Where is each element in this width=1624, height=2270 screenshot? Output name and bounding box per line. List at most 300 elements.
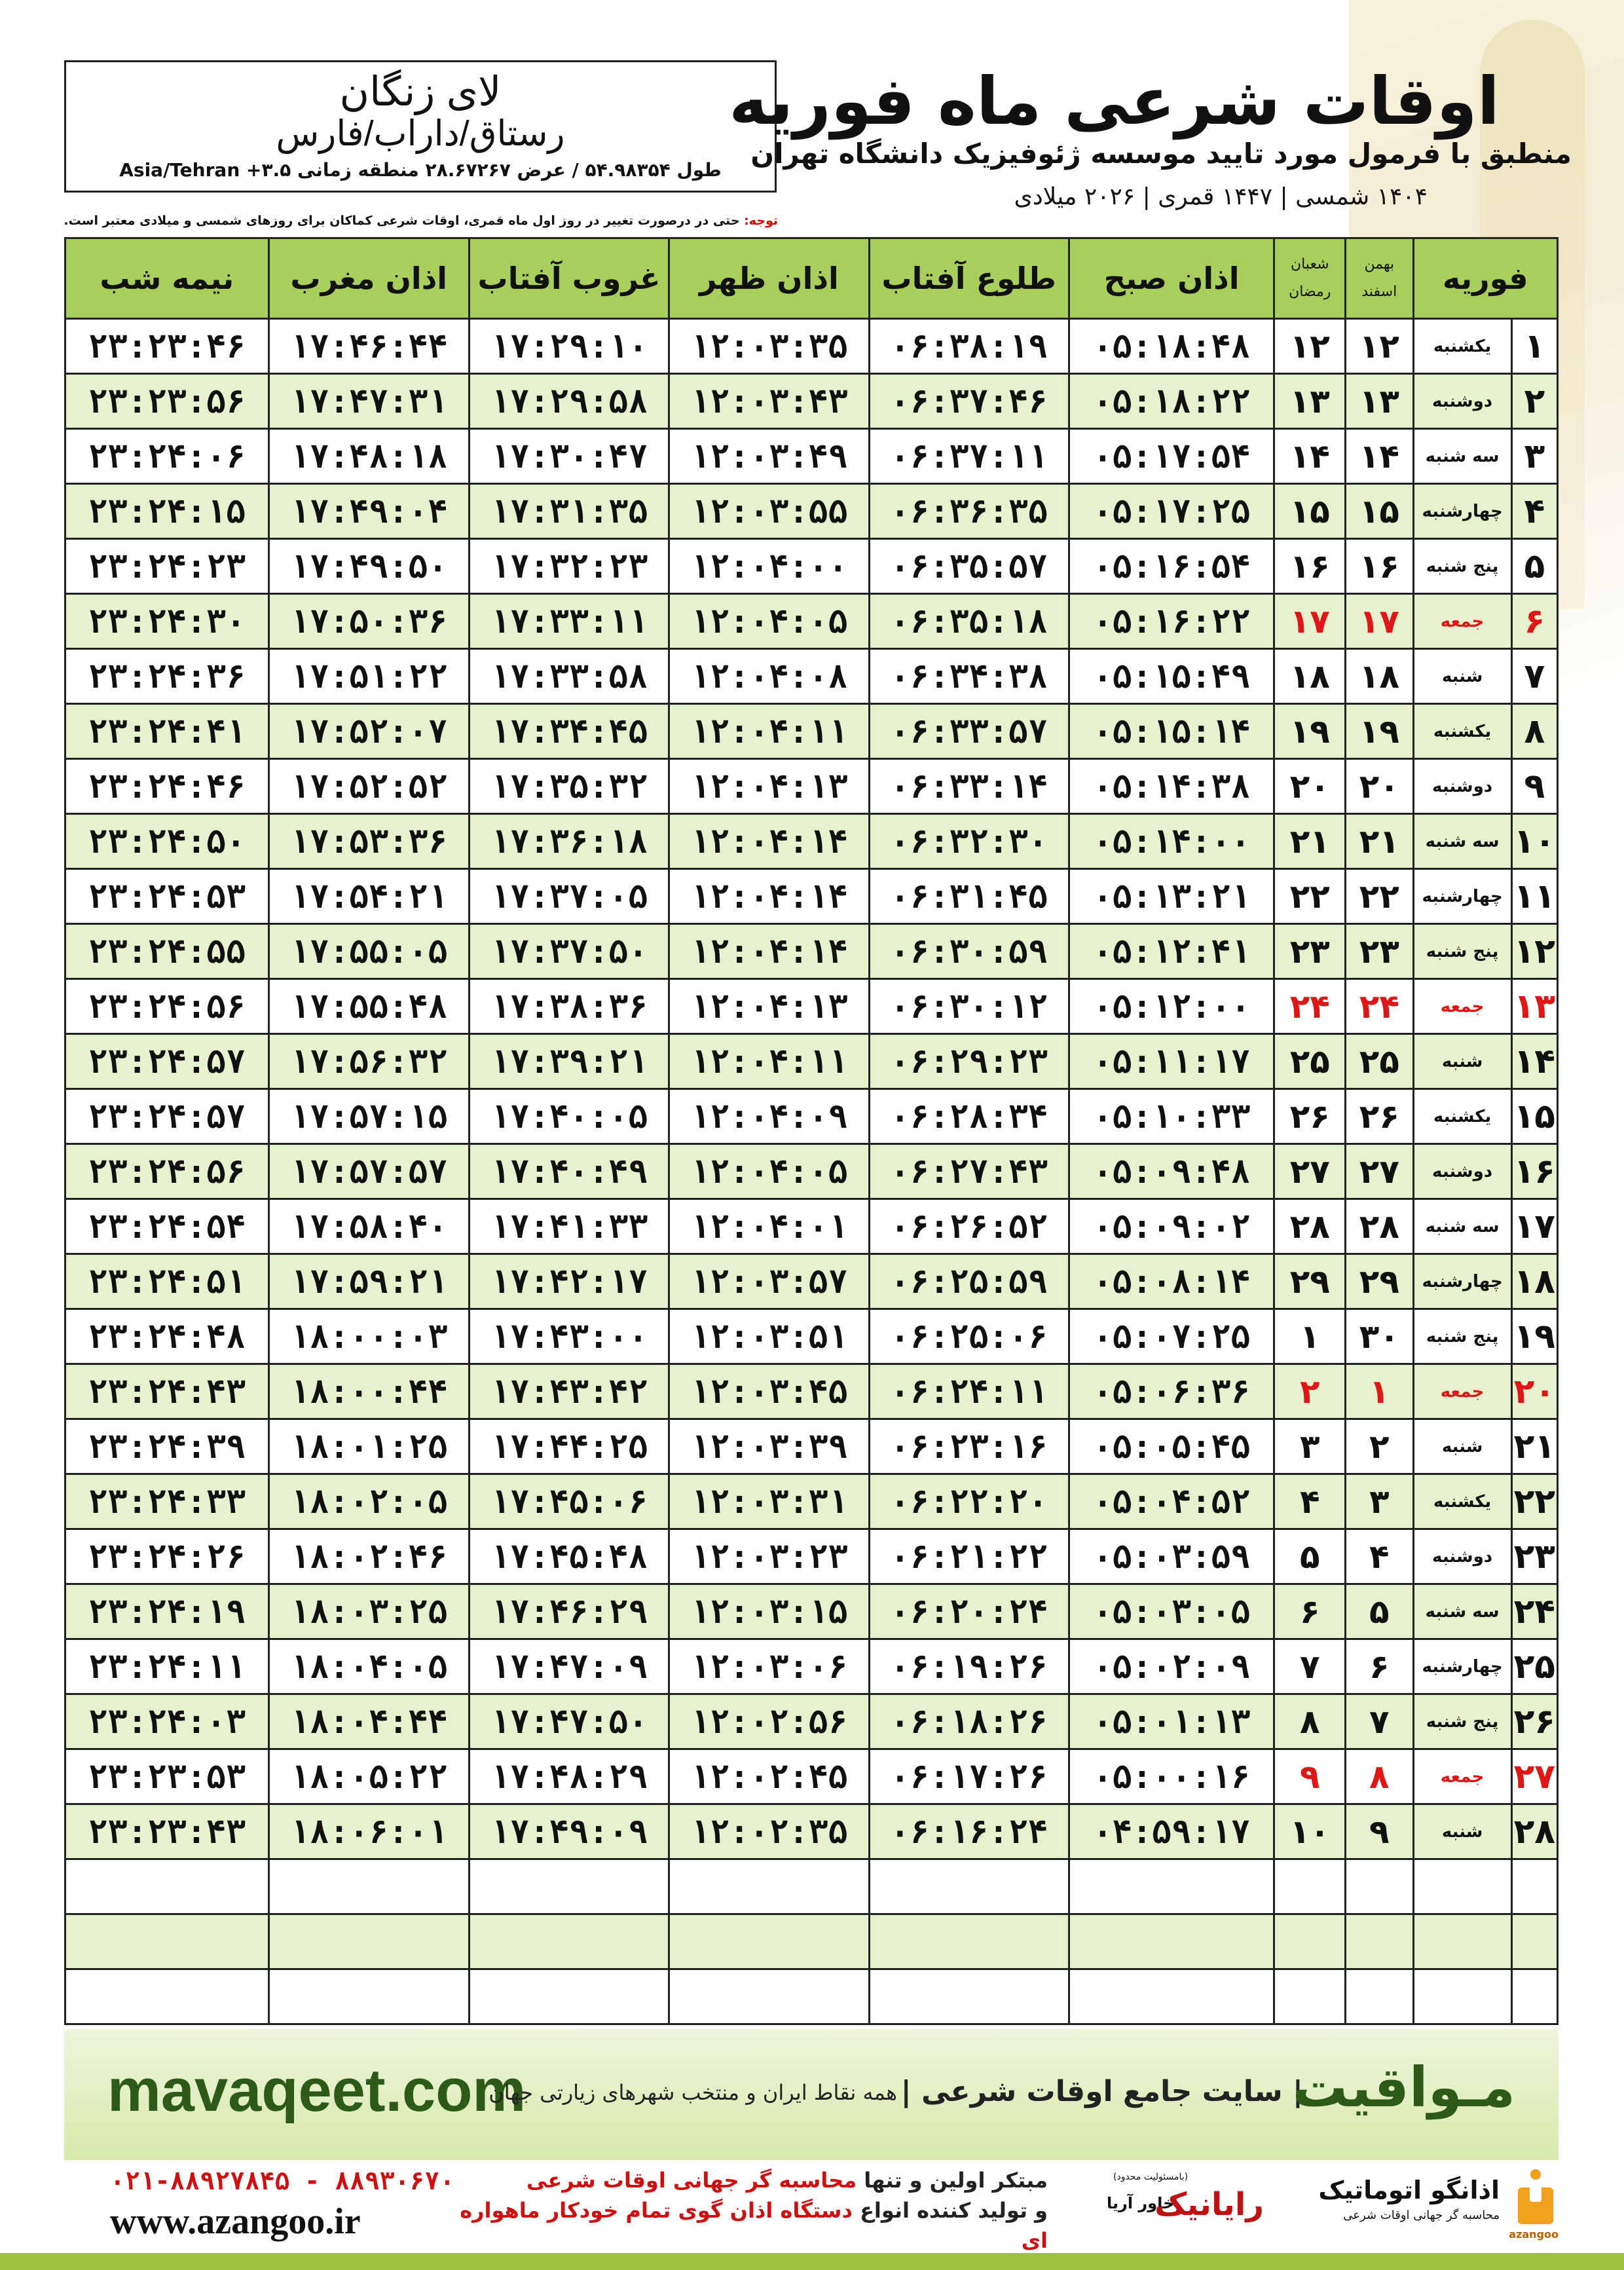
qamari-day: ۲۳ xyxy=(1274,924,1346,979)
maghrib-time: ۱۷:۵۴:۲۱ xyxy=(268,869,469,924)
weekday: جمعه xyxy=(1413,979,1511,1034)
day-number: ۱۹ xyxy=(1511,1309,1557,1364)
midnight-time: ۲۳:۲۳:۴۳ xyxy=(65,1804,269,1859)
fajr-time: ۰۵:۱۷:۵۴ xyxy=(1069,429,1274,484)
midnight-time: ۲۳:۲۴:۵۶ xyxy=(65,1144,269,1199)
qamari-day: ۱۲ xyxy=(1274,319,1346,374)
day-number: ۲۲ xyxy=(1511,1474,1557,1529)
table-row xyxy=(65,319,1558,374)
weekday: شنبه xyxy=(1413,649,1511,704)
fajr-time: ۰۴:۵۹:۱۷ xyxy=(1069,1804,1274,1859)
dhuhr-time: ۱۲:۰۳:۰۶ xyxy=(669,1639,869,1694)
prayer-times-table xyxy=(64,237,1559,2025)
qamari-day: ۲ xyxy=(1274,1364,1346,1419)
qamari-day: ۱۷ xyxy=(1274,594,1346,649)
maghrib-time: ۱۸:۰۲:۰۵ xyxy=(268,1474,469,1529)
qamari-day: ۷ xyxy=(1274,1639,1346,1694)
midnight-time: ۲۳:۲۴:۴۳ xyxy=(65,1364,269,1419)
weekday: دوشنبه xyxy=(1413,374,1511,429)
maghrib-time: ۱۷:۴۶:۴۴ xyxy=(268,319,469,374)
qamari-day: ۲۱ xyxy=(1274,814,1346,869)
qamari-day: ۱۵ xyxy=(1274,484,1346,539)
empty-cell xyxy=(65,1914,269,1969)
rayanik-logo-side: خاور آریا xyxy=(1107,2194,1175,2212)
sunset-time: ۱۷:۳۸:۳۶ xyxy=(469,979,669,1034)
shamsi-day: ۱۸ xyxy=(1346,649,1413,704)
calendar-years: ۱۴۰۴ شمسی | ۱۴۴۷ قمری | ۲۰۲۶ میلادی xyxy=(1014,183,1428,210)
day-number: ۱۱ xyxy=(1511,869,1557,924)
empty-cell xyxy=(1413,1969,1511,2024)
maghrib-time: ۱۷:۵۳:۳۶ xyxy=(268,814,469,869)
fajr-time: ۰۵:۱۳:۲۱ xyxy=(1069,869,1274,924)
azangoo-url[interactable]: www.azangoo.ir xyxy=(110,2201,361,2242)
shamsi-day: ۱۴ xyxy=(1346,429,1413,484)
sunrise-time: ۰۶:۲۱:۲۲ xyxy=(869,1529,1069,1584)
maghrib-time: ۱۷:۵۷:۱۵ xyxy=(268,1089,469,1144)
empty-cell xyxy=(1511,1969,1557,2024)
day-number: ۱۲ xyxy=(1511,924,1557,979)
midnight-time: ۲۳:۲۴:۳۰ xyxy=(65,594,269,649)
empty-cell xyxy=(1346,1859,1413,1914)
empty-row xyxy=(65,1969,1558,2024)
promo-line1-b: محاسبه گر جهانی اوقات شرعی xyxy=(526,2168,857,2193)
weekday: چهارشنبه xyxy=(1413,1639,1511,1694)
day-number: ۳ xyxy=(1511,429,1557,484)
midnight-time: ۲۳:۲۴:۱۱ xyxy=(65,1639,269,1694)
sunrise-time: ۰۶:۳۷:۱۱ xyxy=(869,429,1069,484)
sunset-time: ۱۷:۳۵:۳۲ xyxy=(469,759,669,814)
sunrise-time: ۰۶:۱۶:۲۴ xyxy=(869,1804,1069,1859)
dhuhr-time: ۱۲:۰۴:۱۳ xyxy=(669,979,869,1034)
sunset-time: ۱۷:۲۹:۱۰ xyxy=(469,319,669,374)
rayanik-logo-small: (بامسئولیت محدود) xyxy=(1113,2172,1189,2182)
shamsi-day: ۲۵ xyxy=(1346,1034,1413,1089)
empty-cell xyxy=(869,1914,1069,1969)
empty-cell xyxy=(469,1914,669,1969)
table-row xyxy=(65,1474,1558,1529)
table-row xyxy=(65,1034,1558,1089)
midnight-time: ۲۳:۲۴:۱۹ xyxy=(65,1584,269,1639)
dhuhr-time: ۱۲:۰۴:۰۵ xyxy=(669,1144,869,1199)
sunset-time: ۱۷:۳۰:۴۷ xyxy=(469,429,669,484)
midnight-time: ۲۳:۲۴:۰۳ xyxy=(65,1694,269,1749)
sunrise-time: ۰۶:۲۰:۲۴ xyxy=(869,1584,1069,1639)
weekday: شنبه xyxy=(1413,1034,1511,1089)
sunrise-time: ۰۶:۲۵:۵۹ xyxy=(869,1254,1069,1309)
day-number: ۲۷ xyxy=(1511,1749,1557,1804)
shamsi-day: ۱۶ xyxy=(1346,539,1413,594)
fajr-time: ۰۵:۱۰:۳۳ xyxy=(1069,1089,1274,1144)
fajr-time: ۰۵:۰۵:۴۵ xyxy=(1069,1419,1274,1474)
shamsi-day: ۲ xyxy=(1346,1419,1413,1474)
shamsi-day: ۵ xyxy=(1346,1584,1413,1639)
day-number: ۲۴ xyxy=(1511,1584,1557,1639)
empty-cell xyxy=(669,1914,869,1969)
col-shamsi xyxy=(1346,238,1413,319)
empty-cell xyxy=(1274,1969,1346,2024)
fajr-time: ۰۵:۰۳:۵۹ xyxy=(1069,1529,1274,1584)
sunset-time: ۱۷:۳۶:۱۸ xyxy=(469,814,669,869)
day-number: ۱۳ xyxy=(1511,979,1557,1034)
shamsi-day: ۱۷ xyxy=(1346,594,1413,649)
sunrise-time: ۰۶:۳۵:۵۷ xyxy=(869,539,1069,594)
table-row xyxy=(65,924,1558,979)
col-shamsi-top: بهمن xyxy=(1364,256,1395,273)
qamari-day: ۸ xyxy=(1274,1694,1346,1749)
sunrise-time: ۰۶:۲۷:۴۳ xyxy=(869,1144,1069,1199)
midnight-time: ۲۳:۲۴:۴۸ xyxy=(65,1309,269,1364)
table-row xyxy=(65,1639,1558,1694)
fajr-time: ۰۵:۱۴:۳۸ xyxy=(1069,759,1274,814)
midnight-time: ۲۳:۲۴:۳۹ xyxy=(65,1419,269,1474)
sunrise-time: ۰۶:۳۷:۴۶ xyxy=(869,374,1069,429)
dhuhr-time: ۱۲:۰۳:۳۹ xyxy=(669,1419,869,1474)
fajr-time: ۰۵:۰۸:۱۴ xyxy=(1069,1254,1274,1309)
maghrib-time: ۱۷:۵۸:۴۰ xyxy=(268,1199,469,1254)
weekday: یکشنبه xyxy=(1413,1089,1511,1144)
weekday: سه شنبه xyxy=(1413,429,1511,484)
maghrib-time: ۱۷:۵۵:۰۵ xyxy=(268,924,469,979)
shamsi-day: ۲۳ xyxy=(1346,924,1413,979)
fajr-time: ۰۵:۱۶:۵۴ xyxy=(1069,539,1274,594)
dhuhr-time: ۱۲:۰۴:۰۰ xyxy=(669,539,869,594)
weekday: شنبه xyxy=(1413,1419,1511,1474)
empty-cell xyxy=(1511,1914,1557,1969)
qamari-day: ۲۴ xyxy=(1274,979,1346,1034)
sunset-time: ۱۷:۴۰:۰۵ xyxy=(469,1089,669,1144)
dhuhr-time: ۱۲:۰۳:۵۵ xyxy=(669,484,869,539)
empty-cell xyxy=(65,1969,269,2024)
note xyxy=(64,214,778,228)
table-row xyxy=(65,1749,1558,1804)
weekday: جمعه xyxy=(1413,594,1511,649)
shamsi-day: ۷ xyxy=(1346,1694,1413,1749)
sunset-time: ۱۷:۴۱:۳۳ xyxy=(469,1199,669,1254)
qamari-day: ۲۶ xyxy=(1274,1089,1346,1144)
shamsi-day: ۱۳ xyxy=(1346,374,1413,429)
midnight-time: ۲۳:۲۳:۵۳ xyxy=(65,1749,269,1804)
promo-line1-a: مبتکر اولین و تنها xyxy=(857,2168,1048,2193)
dhuhr-time: ۱۲:۰۳:۴۳ xyxy=(669,374,869,429)
sunset-time: ۱۷:۴۵:۰۶ xyxy=(469,1474,669,1529)
day-number: ۱۴ xyxy=(1511,1034,1557,1089)
col-maghrib: اذان مغرب xyxy=(268,238,469,319)
weekday: یکشنبه xyxy=(1413,1474,1511,1529)
sunset-time: ۱۷:۴۸:۲۹ xyxy=(469,1749,669,1804)
col-dhuhr: اذان ظهر xyxy=(669,238,869,319)
day-number: ۹ xyxy=(1511,759,1557,814)
table-row xyxy=(65,704,1558,759)
dhuhr-time: ۱۲:۰۳:۴۵ xyxy=(669,1364,869,1419)
mavaqeet-url[interactable]: mavaqeet.com xyxy=(107,2057,526,2124)
maghrib-time: ۱۷:۵۵:۴۸ xyxy=(268,979,469,1034)
qamari-day: ۲۲ xyxy=(1274,869,1346,924)
midnight-time: ۲۳:۲۴:۵۵ xyxy=(65,924,269,979)
mavaqeet-banner xyxy=(64,2029,1559,2160)
fajr-time: ۰۵:۰۱:۱۳ xyxy=(1069,1694,1274,1749)
empty-cell xyxy=(669,1859,869,1914)
col-midnight: نیمه شب xyxy=(65,238,269,319)
qamari-day: ۱۶ xyxy=(1274,539,1346,594)
qamari-day: ۹ xyxy=(1274,1749,1346,1804)
empty-cell xyxy=(869,1969,1069,2024)
weekday: جمعه xyxy=(1413,1749,1511,1804)
empty-cell xyxy=(268,1859,469,1914)
qamari-day: ۱۳ xyxy=(1274,374,1346,429)
col-qamari-bottom: رمضان xyxy=(1289,284,1331,300)
table-row xyxy=(65,814,1558,869)
table-row xyxy=(65,1144,1558,1199)
maghrib-time: ۱۸:۰۵:۲۲ xyxy=(268,1749,469,1804)
shamsi-day: ۱ xyxy=(1346,1364,1413,1419)
fajr-time: ۰۵:۱۸:۲۲ xyxy=(1069,374,1274,429)
location-region: رستاق/داراب/فارس xyxy=(276,114,565,153)
day-number: ۲۶ xyxy=(1511,1694,1557,1749)
sunset-time: ۱۷:۳۷:۰۵ xyxy=(469,869,669,924)
weekday: پنج شنبه xyxy=(1413,924,1511,979)
shamsi-day: ۱۵ xyxy=(1346,484,1413,539)
weekday: دوشنبه xyxy=(1413,1529,1511,1584)
weekday: چهارشنبه xyxy=(1413,869,1511,924)
col-fajr: اذان صبح xyxy=(1069,238,1274,319)
dhuhr-time: ۱۲:۰۳:۳۱ xyxy=(669,1474,869,1529)
table-row xyxy=(65,1199,1558,1254)
sunset-time: ۱۷:۳۷:۵۰ xyxy=(469,924,669,979)
empty-cell xyxy=(1274,1859,1346,1914)
sunrise-time: ۰۶:۲۳:۱۶ xyxy=(869,1419,1069,1474)
qamari-day: ۶ xyxy=(1274,1584,1346,1639)
shamsi-day: ۳ xyxy=(1346,1474,1413,1529)
dhuhr-time: ۱۲:۰۴:۰۱ xyxy=(669,1199,869,1254)
empty-cell xyxy=(1274,1914,1346,1969)
table-row xyxy=(65,484,1558,539)
dhuhr-time: ۱۲:۰۲:۵۶ xyxy=(669,1694,869,1749)
location-coords: طول ۵۴.۹۸۳۵۴ / عرض ۲۸.۶۷۲۶۷ منطقه زمانی ۳.۵+ Asia/Tehran xyxy=(119,159,722,181)
table-row xyxy=(65,539,1558,594)
empty-cell xyxy=(1413,1914,1511,1969)
qamari-day: ۲۵ xyxy=(1274,1034,1346,1089)
maghrib-time: ۱۸:۰۱:۲۵ xyxy=(268,1419,469,1474)
qamari-day: ۱۸ xyxy=(1274,649,1346,704)
table-row xyxy=(65,1254,1558,1309)
maghrib-time: ۱۷:۵۱:۲۲ xyxy=(268,649,469,704)
dhuhr-time: ۱۲:۰۳:۲۳ xyxy=(669,1529,869,1584)
qamari-day: ۴ xyxy=(1274,1474,1346,1529)
sunrise-time: ۰۶:۲۵:۰۶ xyxy=(869,1309,1069,1364)
midnight-time: ۲۳:۲۳:۵۶ xyxy=(65,374,269,429)
shamsi-day: ۲۸ xyxy=(1346,1199,1413,1254)
table-body xyxy=(65,319,1558,2024)
weekday: یکشنبه xyxy=(1413,319,1511,374)
weekday: یکشنبه xyxy=(1413,704,1511,759)
table-row xyxy=(65,1694,1558,1749)
page-subtitle: منطبق با فرمول مورد تایید موسسه ژئوفیزیک دانشگاه تهران xyxy=(750,138,1572,170)
shamsi-day: ۴ xyxy=(1346,1529,1413,1584)
weekday: پنج شنبه xyxy=(1413,1694,1511,1749)
sunrise-time: ۰۶:۱۷:۲۶ xyxy=(869,1749,1069,1804)
midnight-time: ۲۳:۲۴:۵۷ xyxy=(65,1034,269,1089)
table-row xyxy=(65,594,1558,649)
qamari-day: ۱۰ xyxy=(1274,1804,1346,1859)
day-number: ۲ xyxy=(1511,374,1557,429)
empty-cell xyxy=(65,1859,269,1914)
empty-cell xyxy=(1069,1914,1274,1969)
sunset-time: ۱۷:۳۱:۳۵ xyxy=(469,484,669,539)
shamsi-day: ۳۰ xyxy=(1346,1309,1413,1364)
midnight-time: ۲۳:۲۳:۴۶ xyxy=(65,319,269,374)
azangoo-logo-title: اذانگو اتوماتیک xyxy=(1318,2176,1500,2205)
maghrib-time: ۱۷:۵۷:۵۷ xyxy=(268,1144,469,1199)
empty-row xyxy=(65,1859,1558,1914)
promo-line2-a: و تولید کننده انواع xyxy=(852,2198,1048,2223)
col-month: فوریه xyxy=(1413,238,1557,319)
sunrise-time: ۰۶:۳۳:۱۴ xyxy=(869,759,1069,814)
col-sunset: غروب آفتاب xyxy=(469,238,669,319)
fajr-time: ۰۵:۰۶:۳۶ xyxy=(1069,1364,1274,1419)
banner-slogan-secondary: همه نقاط ایران و منتخب شهرهای زیارتی جهان xyxy=(489,2080,897,2105)
empty-cell xyxy=(669,1969,869,2024)
maghrib-time: ۱۸:۰۶:۰۱ xyxy=(268,1804,469,1859)
midnight-time: ۲۳:۲۴:۲۶ xyxy=(65,1529,269,1584)
empty-cell xyxy=(268,1969,469,2024)
fajr-time: ۰۵:۱۴:۰۰ xyxy=(1069,814,1274,869)
sunrise-time: ۰۶:۲۴:۱۱ xyxy=(869,1364,1069,1419)
table-row xyxy=(65,979,1558,1034)
table-row xyxy=(65,1529,1558,1584)
day-number: ۲۳ xyxy=(1511,1529,1557,1584)
sunset-time: ۱۷:۴۵:۴۸ xyxy=(469,1529,669,1584)
qamari-day: ۱۴ xyxy=(1274,429,1346,484)
empty-cell xyxy=(1413,1859,1511,1914)
midnight-time: ۲۳:۲۴:۳۶ xyxy=(65,649,269,704)
table-row xyxy=(65,1419,1558,1474)
sunset-time: ۱۷:۴۴:۲۵ xyxy=(469,1419,669,1474)
sunrise-time: ۰۶:۳۸:۱۹ xyxy=(869,319,1069,374)
qamari-day: ۱۹ xyxy=(1274,704,1346,759)
day-number: ۸ xyxy=(1511,704,1557,759)
location-name: لای زنگان xyxy=(339,69,502,115)
empty-cell xyxy=(268,1914,469,1969)
day-number: ۲۵ xyxy=(1511,1639,1557,1694)
weekday: چهارشنبه xyxy=(1413,484,1511,539)
sunrise-time: ۰۶:۳۳:۵۷ xyxy=(869,704,1069,759)
fajr-time: ۰۵:۱۲:۰۰ xyxy=(1069,979,1274,1034)
midnight-time: ۲۳:۲۴:۰۶ xyxy=(65,429,269,484)
azangoo-minaret-icon xyxy=(1513,2168,1559,2227)
sunset-time: ۱۷:۴۳:۴۲ xyxy=(469,1364,669,1419)
maghrib-time: ۱۸:۰۰:۴۴ xyxy=(268,1364,469,1419)
qamari-day: ۱ xyxy=(1274,1309,1346,1364)
weekday: جمعه xyxy=(1413,1364,1511,1419)
maghrib-time: ۱۷:۵۰:۳۶ xyxy=(268,594,469,649)
dhuhr-time: ۱۲:۰۳:۱۵ xyxy=(669,1584,869,1639)
shamsi-day: ۱۲ xyxy=(1346,319,1413,374)
shamsi-day: ۲۱ xyxy=(1346,814,1413,869)
dhuhr-time: ۱۲:۰۳:۵۱ xyxy=(669,1309,869,1364)
weekday: شنبه xyxy=(1413,1804,1511,1859)
day-number: ۶ xyxy=(1511,594,1557,649)
banner-slogan: | سایت جامع اوقات شرعی | xyxy=(900,2075,1303,2108)
fajr-time: ۰۵:۰۳:۰۵ xyxy=(1069,1584,1274,1639)
location-box xyxy=(64,60,777,193)
sunset-time: ۱۷:۳۳:۱۱ xyxy=(469,594,669,649)
fajr-time: ۰۵:۱۶:۲۲ xyxy=(1069,594,1274,649)
table-row xyxy=(65,374,1558,429)
sunrise-time: ۰۶:۱۹:۲۶ xyxy=(869,1639,1069,1694)
empty-cell xyxy=(469,1969,669,2024)
fajr-time: ۰۵:۰۰:۱۶ xyxy=(1069,1749,1274,1804)
dhuhr-time: ۱۲:۰۴:۱۴ xyxy=(669,924,869,979)
fajr-time: ۰۵:۰۹:۴۸ xyxy=(1069,1144,1274,1199)
dhuhr-time: ۱۲:۰۴:۱۱ xyxy=(669,1034,869,1089)
weekday: سه شنبه xyxy=(1413,1199,1511,1254)
page-title: اوقات شرعی ماه فوریه xyxy=(729,63,1500,140)
qamari-day: ۲۹ xyxy=(1274,1254,1346,1309)
azangoo-logo-sub: محاسبه گر جهانی اوقات شرعی xyxy=(1343,2208,1500,2222)
sunset-time: ۱۷:۴۳:۰۰ xyxy=(469,1309,669,1364)
empty-cell xyxy=(1346,1914,1413,1969)
fajr-time: ۰۵:۱۷:۲۵ xyxy=(1069,484,1274,539)
sunset-time: ۱۷:۴۲:۱۷ xyxy=(469,1254,669,1309)
midnight-time: ۲۳:۲۴:۱۵ xyxy=(65,484,269,539)
fajr-time: ۰۵:۰۴:۵۲ xyxy=(1069,1474,1274,1529)
midnight-time: ۲۳:۲۴:۵۷ xyxy=(65,1089,269,1144)
sunset-time: ۱۷:۳۳:۵۸ xyxy=(469,649,669,704)
shamsi-day: ۶ xyxy=(1346,1639,1413,1694)
maghrib-time: ۱۷:۴۹:۵۰ xyxy=(268,539,469,594)
day-number: ۷ xyxy=(1511,649,1557,704)
day-number: ۴ xyxy=(1511,484,1557,539)
table-row xyxy=(65,1584,1558,1639)
midnight-time: ۲۳:۲۴:۵۶ xyxy=(65,979,269,1034)
shamsi-day: ۲۶ xyxy=(1346,1089,1413,1144)
dhuhr-time: ۱۲:۰۳:۵۷ xyxy=(669,1254,869,1309)
empty-cell xyxy=(469,1859,669,1914)
day-number: ۱۷ xyxy=(1511,1199,1557,1254)
weekday: سه شنبه xyxy=(1413,1584,1511,1639)
fajr-time: ۰۵:۰۷:۲۵ xyxy=(1069,1309,1274,1364)
maghrib-time: ۱۸:۰۴:۴۴ xyxy=(268,1694,469,1749)
azangoo-logo xyxy=(1297,2168,1559,2240)
empty-cell xyxy=(1069,1969,1274,2024)
azangoo-logo-latin: azangoo xyxy=(1509,2228,1559,2241)
sunrise-time: ۰۶:۳۰:۱۲ xyxy=(869,979,1069,1034)
dhuhr-time: ۱۲:۰۳:۳۵ xyxy=(669,319,869,374)
fajr-time: ۰۵:۰۹:۰۲ xyxy=(1069,1199,1274,1254)
weekday: پنج شنبه xyxy=(1413,539,1511,594)
midnight-time: ۲۳:۲۴:۵۱ xyxy=(65,1254,269,1309)
day-number: ۱۶ xyxy=(1511,1144,1557,1199)
weekday: دوشنبه xyxy=(1413,759,1511,814)
maghrib-time: ۱۷:۴۷:۳۱ xyxy=(268,374,469,429)
weekday: پنج شنبه xyxy=(1413,1309,1511,1364)
empty-cell xyxy=(1069,1859,1274,1914)
table-row xyxy=(65,759,1558,814)
weekday: چهارشنبه xyxy=(1413,1254,1511,1309)
empty-cell xyxy=(869,1859,1069,1914)
sunrise-time: ۰۶:۲۸:۳۴ xyxy=(869,1089,1069,1144)
table-row xyxy=(65,1089,1558,1144)
fajr-time: ۰۵:۱۵:۱۴ xyxy=(1069,704,1274,759)
sunset-time: ۱۷:۴۷:۰۹ xyxy=(469,1639,669,1694)
sunrise-time: ۰۶:۳۵:۱۸ xyxy=(869,594,1069,649)
sunrise-time: ۰۶:۳۰:۵۹ xyxy=(869,924,1069,979)
midnight-time: ۲۳:۲۴:۵۰ xyxy=(65,814,269,869)
shamsi-day: ۹ xyxy=(1346,1804,1413,1859)
col-shamsi-bottom: اسفند xyxy=(1361,284,1397,300)
day-number: ۲۰ xyxy=(1511,1364,1557,1419)
qamari-day: ۲۸ xyxy=(1274,1199,1346,1254)
